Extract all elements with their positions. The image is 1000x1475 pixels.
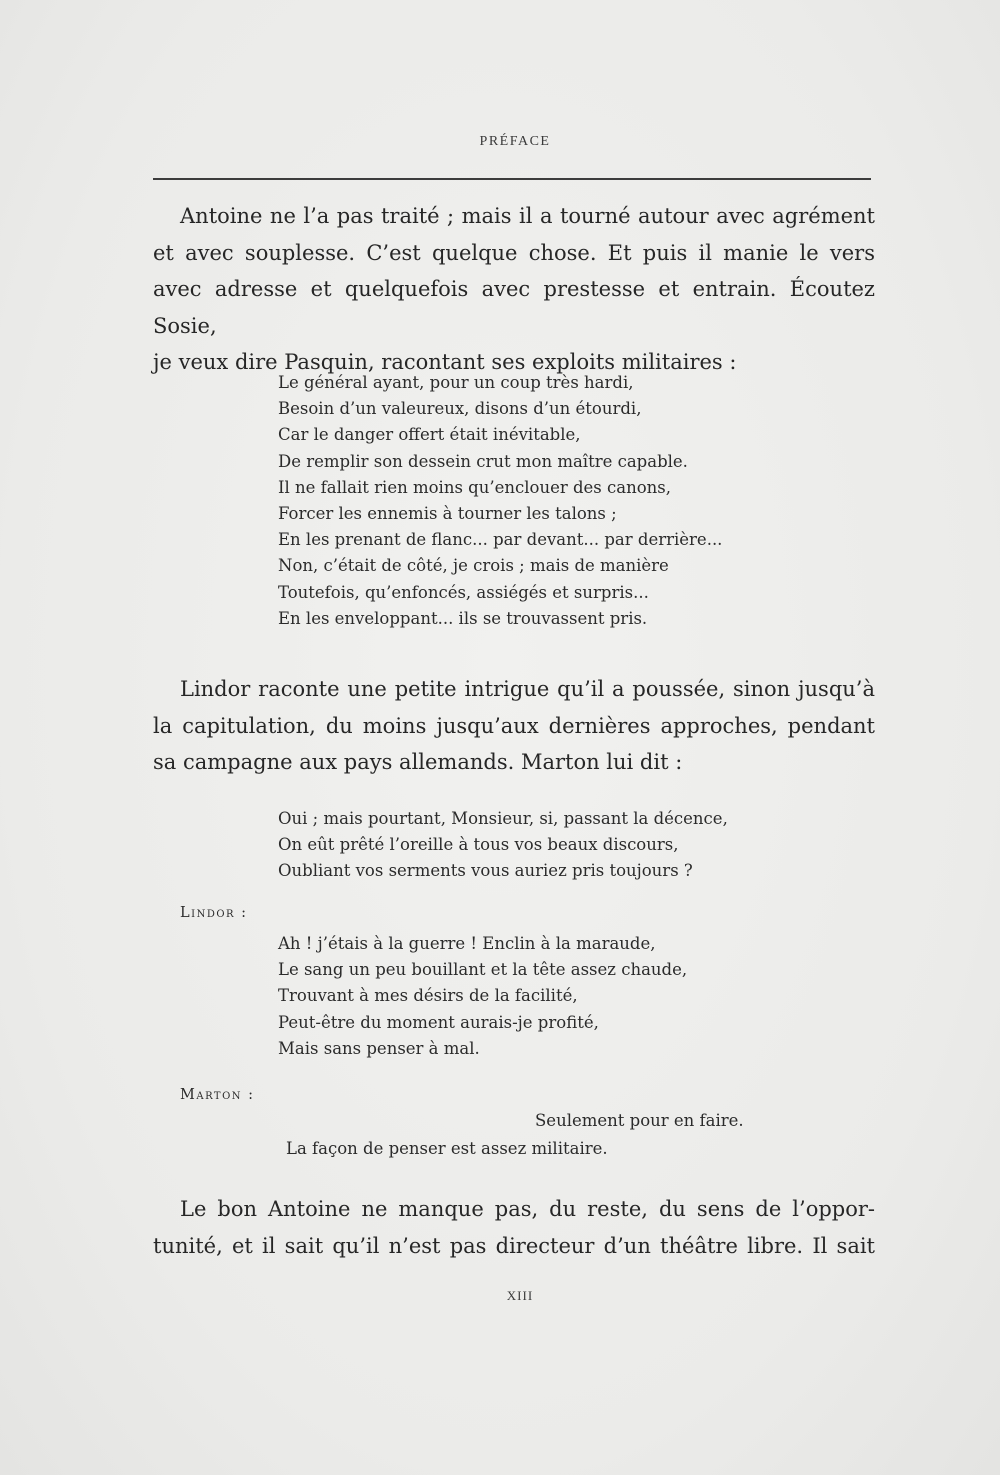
verse-line: Besoin d’un valeureux, disons d’un étourdi,: [278, 399, 642, 419]
verse-line: Oui ; mais pourtant, Monsieur, si, passant la décence,: [278, 809, 728, 828]
verse-line: Le sang un peu bouillant et la tête assez chaude,: [278, 960, 688, 980]
verse-pasquin: [278, 370, 722, 632]
verse-line: Non, c’était de côté, je crois ; mais de manière: [278, 556, 669, 576]
prose-line: Antoine ne l’a pas traité ; mais il a tourné autour avec agrément: [180, 204, 875, 228]
prose-line: Lindor raconte une petite intrigue qu’il a poussée, sinon jusqu’à: [180, 677, 875, 701]
prose-line: je veux dire Pasquin, racontant ses exploits militaires :: [153, 350, 737, 374]
verse-line: Car le danger offert était inévitable,: [278, 425, 581, 445]
speaker-marton: Marton :: [180, 1087, 255, 1103]
verse-marton-question: [278, 806, 728, 885]
verse-line: Ah ! j’étais à la guerre ! Enclin à la maraude,: [278, 934, 656, 953]
paragraph-antoine: [153, 198, 875, 381]
running-title: PRÉFACE: [479, 134, 551, 149]
paragraph-bon-antoine: [153, 1191, 875, 1264]
verse-line: Peut-être du moment aurais-je profité,: [278, 1012, 599, 1032]
verse-line: Trouvant à mes désirs de la facilité,: [278, 986, 578, 1006]
header-rule: [153, 178, 871, 180]
page-number: XIII: [506, 1288, 534, 1303]
verse-line: En les prenant de flanc... par devant... par derrière...: [278, 530, 723, 550]
paragraph-lindor: [153, 671, 875, 781]
prose-line: la capitulation, du moins jusqu’aux dernières approches, pendant: [153, 713, 875, 738]
verse-line: Le général ayant, pour un coup très hardi,: [278, 373, 634, 392]
verse-line: Oubliant vos serments vous auriez pris toujours ?: [278, 861, 693, 881]
verse-lindor-reply: [278, 931, 687, 1062]
verse-line: Toutefois, qu’enfoncés, assiégés et surpris...: [278, 582, 649, 602]
prose-line: Le bon Antoine ne manque pas, du reste, du sens de l’oppor-: [180, 1197, 875, 1221]
verse-line: On eût prêté l’oreille à tous vos beaux discours,: [278, 835, 679, 855]
prose-line: et avec souplesse. C’est quelque chose. Et puis il manie le vers: [153, 240, 875, 265]
verse-line: Mais sans penser à mal.: [278, 1038, 480, 1058]
prose-line: tunité, et il sait qu’il n’est pas directeur d’un théâtre libre. Il sait: [153, 1233, 875, 1258]
verse-line: Forcer les ennemis à tourner les talons ;: [278, 504, 617, 524]
verse-line: En les enveloppant... ils se trouvassent pris.: [278, 608, 648, 628]
prose-line: sa campagne aux pays allemands. Marton lui dit :: [153, 750, 683, 774]
prose-line: avec adresse et quelquefois avec prestesse et entrain. Écoutez Sosie,: [153, 277, 875, 338]
verse-line: Il ne fallait rien moins qu’enclouer des canons,: [278, 477, 671, 497]
speaker-lindor: Lindor :: [180, 905, 248, 921]
verse-line: De remplir son dessein crut mon maître capable.: [278, 451, 688, 471]
verse-marton-line-1: Seulement pour en faire.: [535, 1111, 744, 1130]
verse-marton-line-2: La façon de penser est assez militaire.: [286, 1139, 608, 1158]
